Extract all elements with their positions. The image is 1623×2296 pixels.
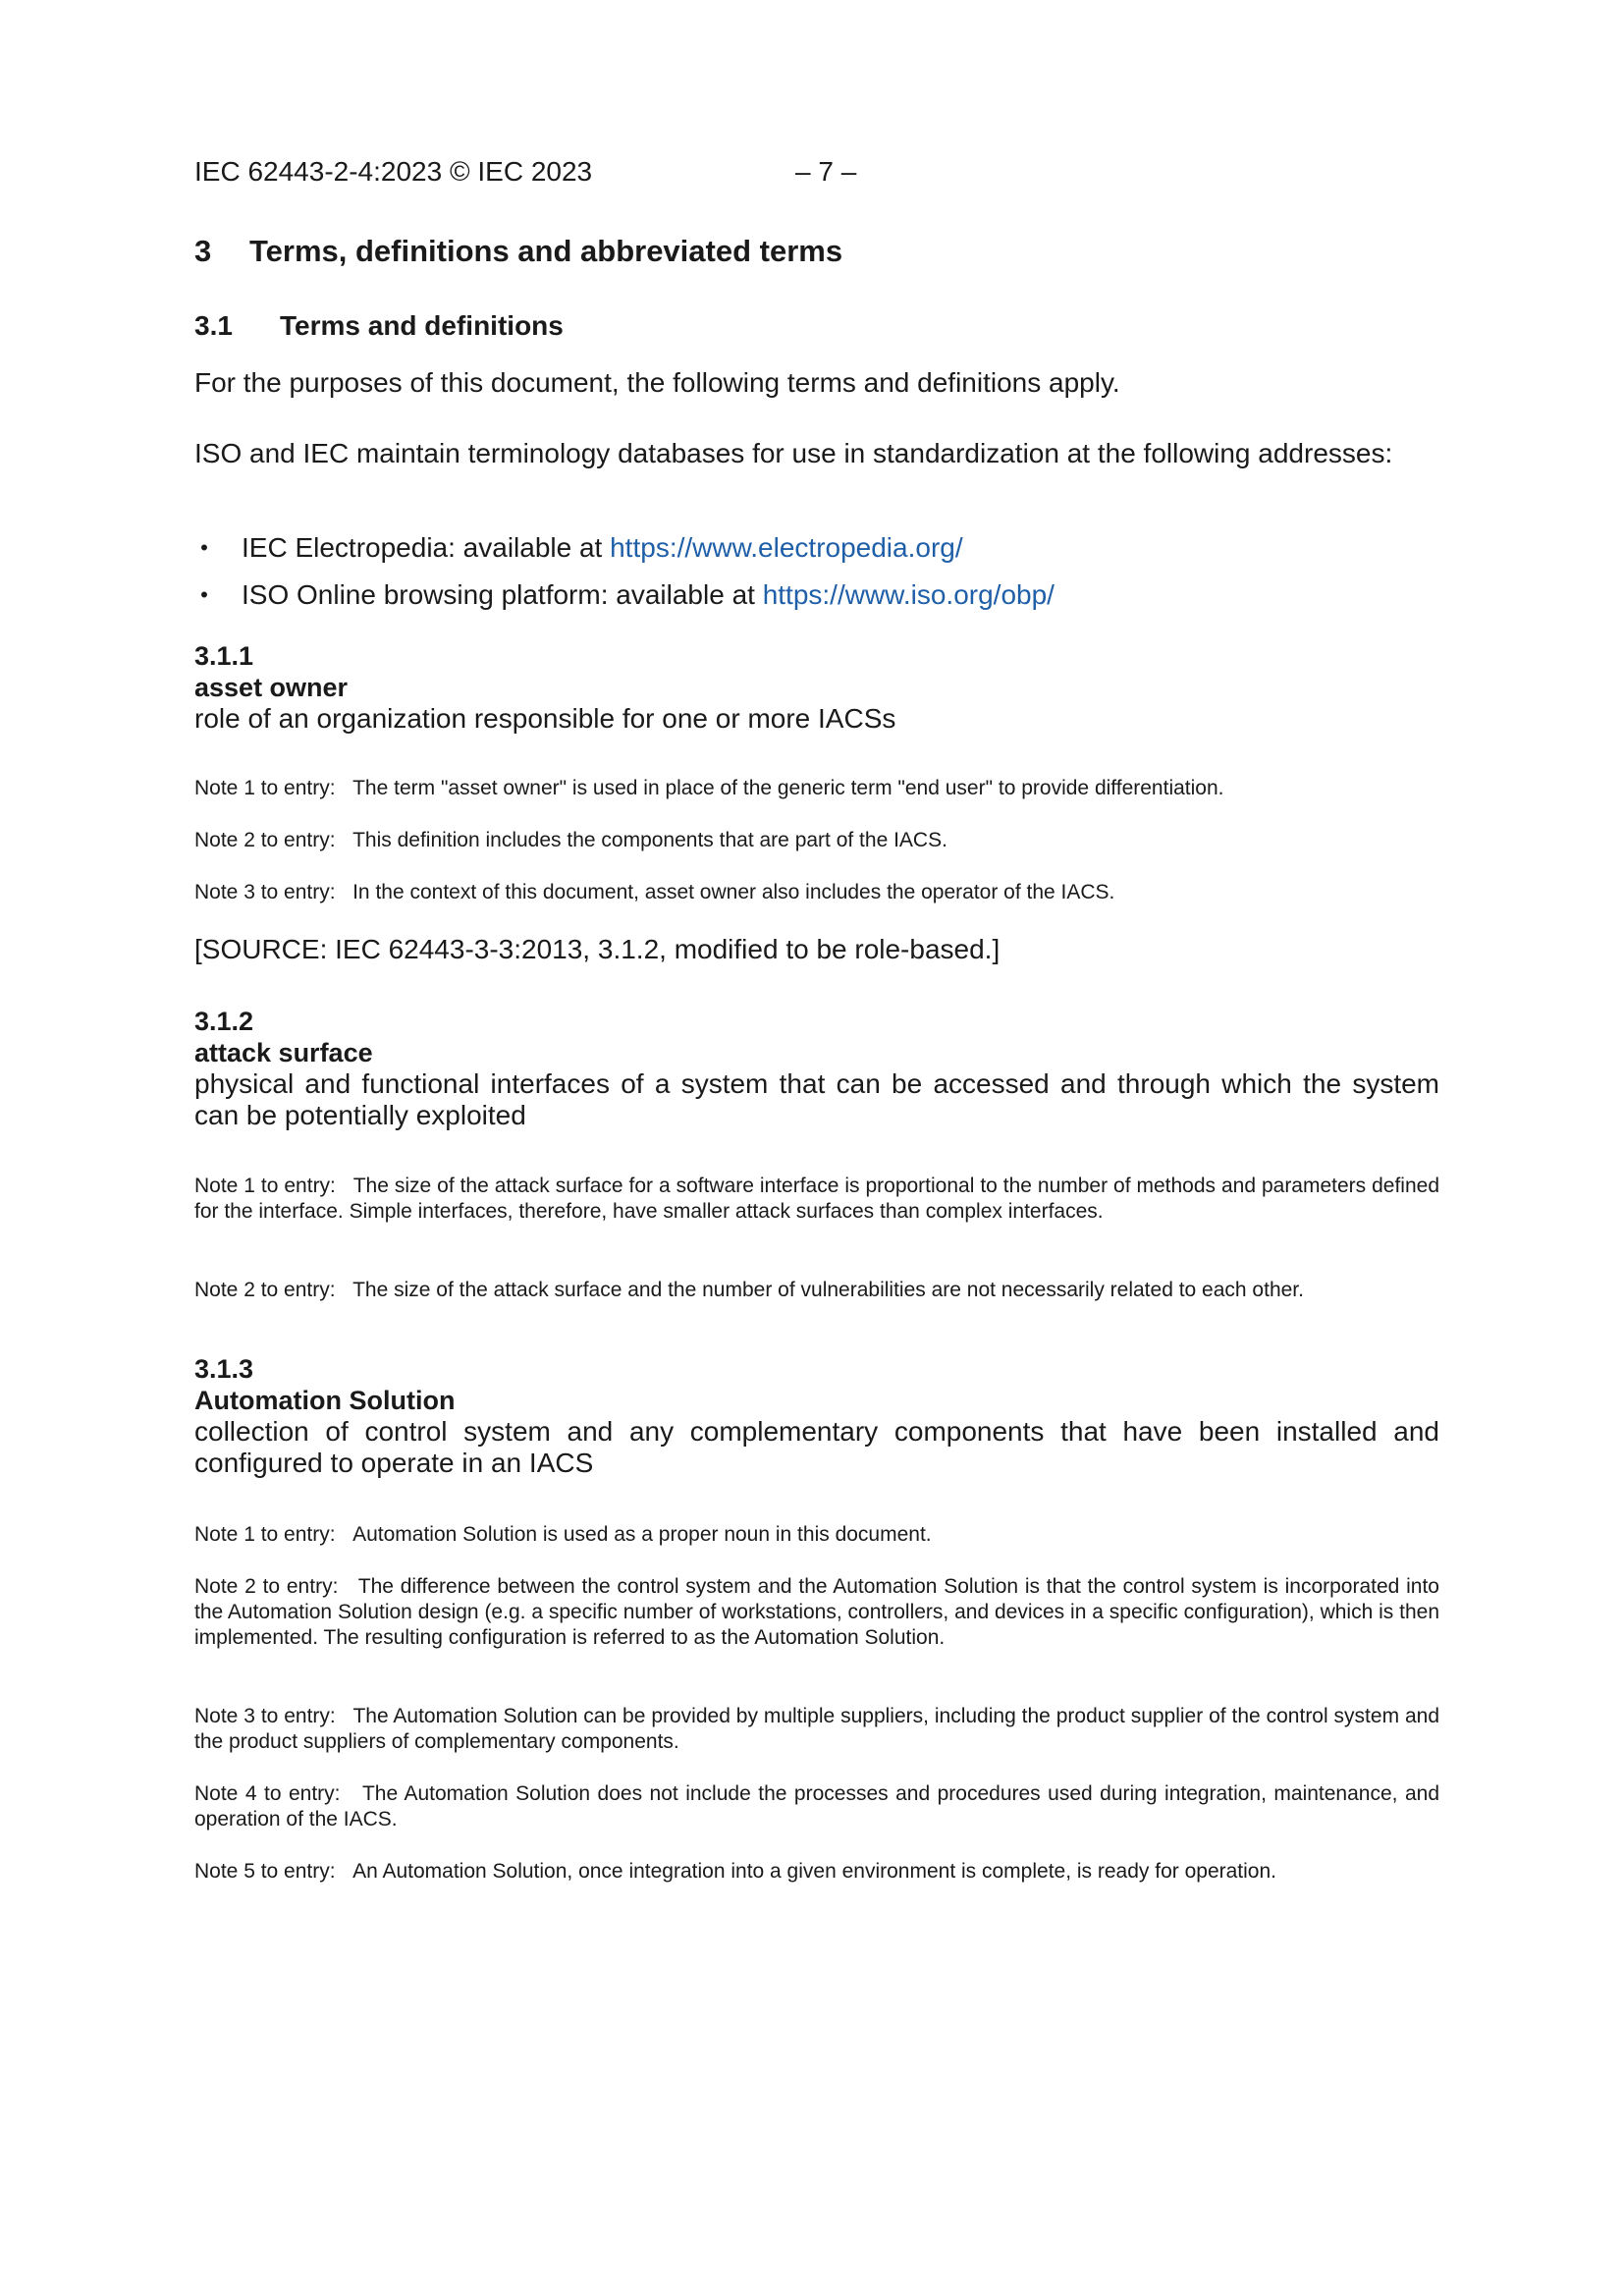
note-text: An Automation Solution, once integration into a given environment is complete, is ready for operation. [352, 1860, 1276, 1883]
intro-paragraph-1: For the purposes of this document, the following terms and definitions apply. [194, 367, 1120, 398]
note-label: Note 3 to entry: [194, 881, 336, 903]
subsection-number: 3.1 [194, 310, 233, 341]
term-note [194, 1522, 1439, 1548]
bullet-text: ISO Online browsing platform: available at [242, 579, 763, 610]
term-entry-asset-owner [194, 640, 1439, 735]
list-item [194, 579, 1439, 611]
note-label: Note 1 to entry: [194, 777, 336, 799]
section-heading [194, 232, 842, 271]
note-label: Note 2 to entry: [194, 1279, 336, 1301]
note-label: Note 1 to entry: [194, 1175, 336, 1197]
note-label: Note 4 to entry: [194, 1782, 341, 1805]
note-label: Note 5 to entry: [194, 1860, 336, 1883]
terminology-links-list [194, 532, 1439, 627]
term-note [194, 1174, 1439, 1225]
page-number: – 7 – [795, 156, 857, 187]
bullet-icon: • [200, 582, 208, 607]
term-source: [SOURCE: IEC 62443-3-3:2013, 3.1.2, modified to be role-based.] [194, 934, 1001, 964]
term-note [194, 1859, 1439, 1885]
note-text: In the context of this document, asset owner also includes the operator of the IACS. [352, 881, 1115, 903]
intro-paragraph-2: ISO and IEC maintain terminology databases for use in standardization at the following addresses: [194, 438, 1393, 468]
term-definition: role of an organization responsible for one or more IACSs [194, 703, 896, 734]
note-label: Note 3 to entry: [194, 1705, 336, 1727]
section-title: Terms, definitions and abbreviated terms [249, 234, 843, 268]
term-note [194, 1574, 1439, 1651]
note-text: The Automation Solution can be provided by multiple suppliers, including the product supplier of the control system and the product suppliers of complementary components. [194, 1705, 1439, 1753]
term-entry-attack-surface [194, 1006, 1439, 1131]
subsection-title: Terms and definitions [280, 310, 564, 341]
term-definition: physical and functional interfaces of a system that can be accessed and through which the system can be potentially exploited [194, 1068, 1439, 1130]
term-name: attack surface [194, 1038, 373, 1067]
term-note [194, 1278, 1439, 1303]
term-name: asset owner [194, 673, 349, 702]
term-note [194, 880, 1439, 905]
bullet-icon: • [200, 535, 208, 560]
electropedia-link[interactable]: https://www.electropedia.org/ [610, 532, 963, 563]
note-text: The size of the attack surface and the number of vulnerabilities are not necessarily related to each other. [352, 1279, 1304, 1301]
term-name: Automation Solution [194, 1386, 456, 1415]
bullet-text: IEC Electropedia: available at [242, 532, 611, 563]
term-note [194, 776, 1439, 801]
note-text: This definition includes the components that are part of the IACS. [352, 829, 947, 851]
iso-obp-link[interactable]: https://www.iso.org/obp/ [762, 579, 1055, 610]
term-note [194, 1704, 1439, 1755]
term-entry-automation-solution [194, 1353, 1439, 1479]
note-text: The Automation Solution does not include the processes and procedures used during integration, maintenance, and operation of the IACS. [194, 1782, 1440, 1831]
term-note [194, 828, 1439, 853]
note-text: The difference between the control system and the Automation Solution is that the control system is incorporated into the Automation Solution design (e.g. a specific number of workstations, controllers, and devices in a specific configuration), which is then implemented. The resulting configuration is referred to as the Automation Solution. [194, 1575, 1439, 1649]
note-text: The term "asset owner" is used in place of the generic term "end user" to provide differentiation. [352, 777, 1224, 799]
note-label: Note 2 to entry: [194, 1575, 339, 1598]
note-label: Note 1 to entry: [194, 1523, 336, 1546]
note-text: Automation Solution is used as a proper noun in this document. [352, 1523, 932, 1546]
term-number: 3.1.1 [194, 641, 254, 671]
note-text: The size of the attack surface for a software interface is proportional to the number of methods and parameters defined for the interface. Simple interfaces, therefore, have smaller attack surfaces than complex interfaces. [194, 1175, 1440, 1223]
term-note [194, 1781, 1439, 1832]
subsection-heading [194, 308, 564, 344]
document-id: IEC 62443-2-4:2023 © IEC 2023 [194, 156, 593, 187]
term-number: 3.1.2 [194, 1007, 254, 1036]
section-number: 3 [194, 234, 212, 268]
term-definition: collection of control system and any complementary components that have been installed and configured to operate in an IACS [194, 1416, 1439, 1478]
list-item [194, 532, 1439, 564]
term-number: 3.1.3 [194, 1354, 254, 1384]
note-label: Note 2 to entry: [194, 829, 336, 851]
